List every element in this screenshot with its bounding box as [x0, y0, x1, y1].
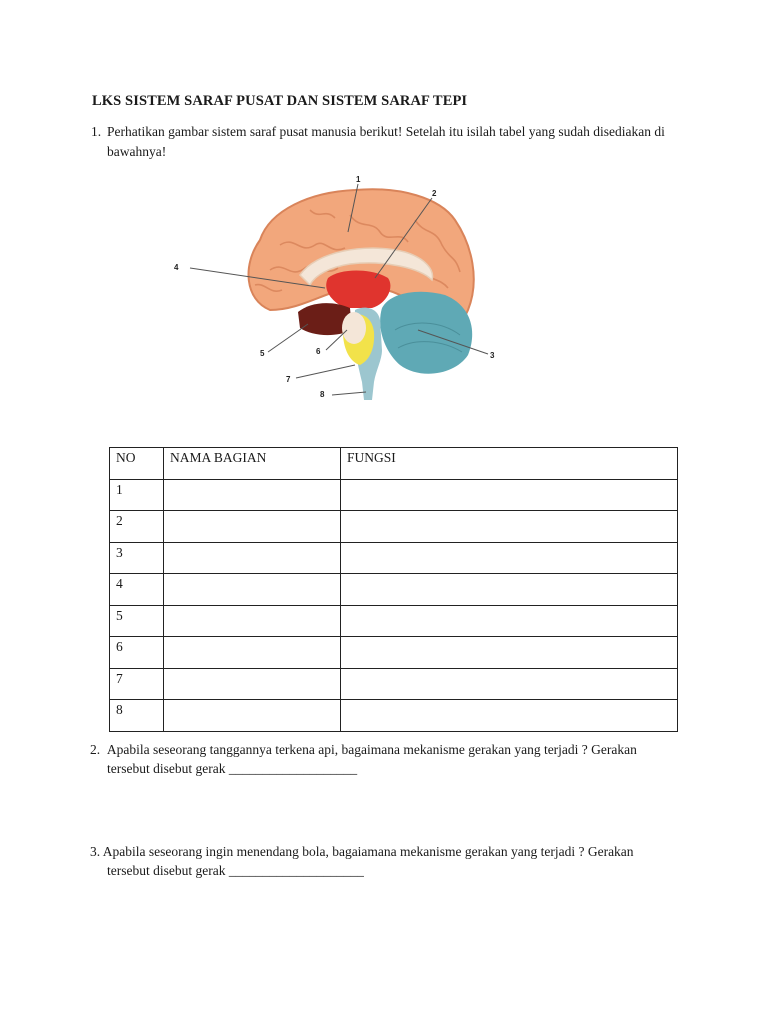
worksheet-title: LKS SISTEM SARAF PUSAT DAN SISTEM SARAF TEPI	[92, 93, 468, 109]
question-1	[91, 122, 691, 162]
row-nama[interactable]	[164, 479, 341, 511]
row-fungsi[interactable]	[341, 542, 678, 574]
question-2-number: 2.	[90, 742, 101, 757]
row-nama[interactable]	[164, 574, 341, 606]
header-nama-bagian: NAMA BAGIAN	[164, 448, 341, 480]
question-1-number: 1.	[91, 124, 102, 139]
thalamus-shape	[326, 271, 390, 309]
label-8: 8	[320, 390, 325, 399]
table-row	[110, 668, 678, 700]
row-no: 3	[110, 542, 164, 574]
row-no: 2	[110, 511, 164, 543]
row-no: 1	[110, 479, 164, 511]
question-3-text-line2: tersebut disebut gerak ____________________	[107, 863, 364, 878]
label-4: 4	[174, 263, 179, 272]
row-fungsi[interactable]	[341, 605, 678, 637]
brain-diagram	[150, 160, 590, 415]
row-no: 8	[110, 700, 164, 732]
row-fungsi[interactable]	[341, 700, 678, 732]
row-nama[interactable]	[164, 668, 341, 700]
row-fungsi[interactable]	[341, 574, 678, 606]
question-3-text-line1: Apabila seseorang ingin menendang bola, bagaiamana mekanisme gerakan yang terjadi ? Gerakan	[102, 844, 634, 859]
row-fungsi[interactable]	[341, 668, 678, 700]
question-3	[90, 842, 710, 880]
table-row	[110, 637, 678, 669]
row-nama[interactable]	[164, 637, 341, 669]
row-fungsi[interactable]	[341, 479, 678, 511]
question-2-text-line1: Apabila seseorang tanggannya terkena api, bagaimana mekanisme gerakan yang terjadi ? Gerakan	[106, 742, 637, 757]
table-header-row	[110, 448, 678, 480]
answer-table	[109, 447, 678, 732]
question-2-text-line2: tersebut disebut gerak ___________________	[107, 761, 358, 776]
table-row	[110, 542, 678, 574]
row-no: 5	[110, 605, 164, 637]
header-no: NO	[110, 448, 164, 480]
question-1-text-line1: Perhatikan gambar sistem saraf pusat manusia berikut! Setelah itu isilah tabel yang sudah disediakan di	[107, 124, 665, 139]
row-fungsi[interactable]	[341, 637, 678, 669]
label-6: 6	[316, 347, 321, 356]
row-no: 7	[110, 668, 164, 700]
row-no: 4	[110, 574, 164, 606]
table-row	[110, 511, 678, 543]
header-fungsi: FUNGSI	[341, 448, 678, 480]
label-3: 3	[490, 351, 495, 360]
row-no: 6	[110, 637, 164, 669]
question-2	[90, 740, 710, 778]
question-3-number: 3.	[90, 844, 101, 859]
row-fungsi[interactable]	[341, 511, 678, 543]
question-1-text-line2: bawahnya!	[107, 144, 167, 159]
row-nama[interactable]	[164, 511, 341, 543]
label-1: 1	[356, 175, 361, 184]
table-row	[110, 700, 678, 732]
row-nama[interactable]	[164, 700, 341, 732]
table-row	[110, 479, 678, 511]
label-7: 7	[286, 375, 291, 384]
label-5: 5	[260, 349, 265, 358]
row-nama[interactable]	[164, 542, 341, 574]
row-nama[interactable]	[164, 605, 341, 637]
label-2: 2	[432, 189, 437, 198]
table-row	[110, 574, 678, 606]
table-row	[110, 605, 678, 637]
